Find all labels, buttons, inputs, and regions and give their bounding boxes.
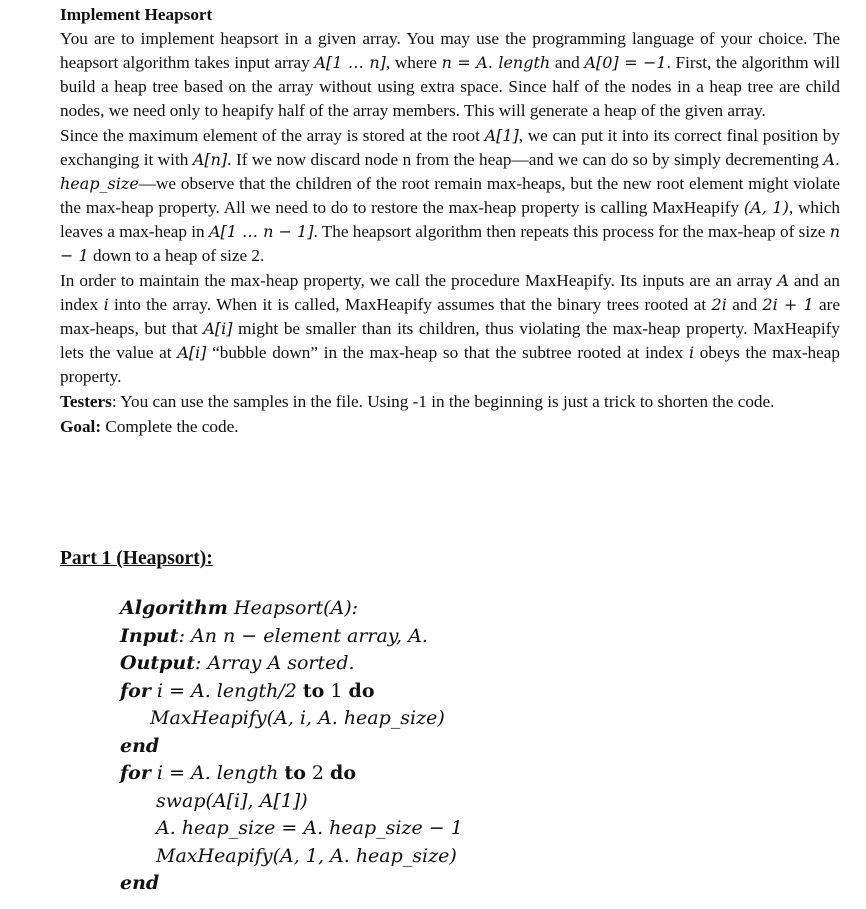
goal-text: Complete the code. xyxy=(101,417,239,436)
text: . If we now discard node n from the heap—and we can do so by simply decrementing xyxy=(227,150,824,169)
keyword: to xyxy=(284,762,306,784)
code-text: : An n − element array, A. xyxy=(178,624,428,647)
algorithm-input xyxy=(120,623,463,651)
math: A[i] xyxy=(177,343,207,362)
code-text: Heapsort(A): xyxy=(227,597,359,619)
keyword: to xyxy=(302,679,325,702)
algorithm-end xyxy=(120,733,463,761)
text-block xyxy=(60,3,840,439)
algorithm-for-build xyxy=(120,678,463,706)
math: 2i + 1 xyxy=(762,295,814,314)
keyword: do xyxy=(330,762,357,784)
text: and an index xyxy=(60,271,840,314)
algorithm-heapify-root: MaxHeapify(A, 1, A. heap_size) xyxy=(156,844,457,867)
math: A[0] = −1 xyxy=(584,53,667,72)
paragraph-maxheapify xyxy=(60,269,840,389)
text: are max-heaps, but that xyxy=(60,295,840,338)
algorithm-output xyxy=(120,650,463,678)
math: A. heap_size xyxy=(60,150,840,193)
text: In order to maintain the max-heap property, we call the procedure MaxHeapify. Its inputs are an array xyxy=(60,271,778,290)
text: and xyxy=(550,53,585,72)
testers-text: : You can use the samples in the file. Using -1 in the beginning is just a trick to shorten the code. xyxy=(111,392,775,411)
code-text: : Array A sorted. xyxy=(195,652,355,674)
text: —we observe that the children of the root remain max-heaps, but the new root element might violate the max-heap property. All we need to do to restore the max-heap property is calling MaxHeapify xyxy=(60,174,840,217)
text: . The heapsort algorithm then repeats this process for the max-heap of size xyxy=(313,222,830,241)
math: n − 1 xyxy=(60,222,840,265)
math: A[i] xyxy=(203,319,233,338)
text: down to a heap of size 2. xyxy=(88,246,265,265)
math: i xyxy=(103,295,109,314)
math: (A, 1) xyxy=(743,198,789,217)
text: obeys the max-heap property. xyxy=(60,343,841,386)
text: Since the maximum element of the array is stored at the root xyxy=(60,126,485,145)
math: i xyxy=(688,343,695,362)
goal-label: Goal: xyxy=(60,417,102,436)
keyword: for xyxy=(120,762,151,784)
keyword: Input xyxy=(120,624,179,647)
text: , which leaves a max-heap in xyxy=(60,198,840,241)
testers-label: Testers xyxy=(60,392,112,411)
text: and xyxy=(726,295,763,314)
paragraph-root-swap xyxy=(60,124,840,268)
keyword: end xyxy=(120,734,160,757)
code-text: i = A. length xyxy=(150,762,285,784)
algorithm-swap: swap(A[i], A[1]) xyxy=(156,789,308,812)
math: A[1] xyxy=(484,126,519,145)
code-text: i = A. length/2 xyxy=(150,679,303,702)
paragraph-testers xyxy=(60,390,840,414)
algorithm-end xyxy=(120,870,463,898)
paragraph-intro xyxy=(60,27,840,123)
document-title: Implement Heapsort xyxy=(60,5,213,24)
keyword: Output xyxy=(120,652,196,674)
math: A[1 … n − 1] xyxy=(208,222,314,241)
algorithm-for-sort xyxy=(120,760,463,788)
math: A xyxy=(777,271,789,290)
text: into the array. When it is called, MaxHeapify assumes that the binary trees rooted at xyxy=(108,295,712,314)
code-text: 1 xyxy=(324,679,349,702)
keyword: Algorithm xyxy=(120,597,228,619)
math: n = A. length xyxy=(441,53,551,72)
algorithm-block xyxy=(120,595,463,898)
text: , we can put it into its correct final position by exchanging it with xyxy=(60,126,840,169)
algorithm-heapify-call: MaxHeapify(A, i, A. heap_size) xyxy=(150,707,445,729)
text: might be smaller than its children, thus violating the max-heap property. MaxHeapify lets the value at xyxy=(60,319,840,362)
code-text: 2 xyxy=(305,762,331,784)
math: A[n] xyxy=(192,150,228,169)
keyword: for xyxy=(120,679,151,702)
part-title: Part 1 (Heapsort): xyxy=(60,548,213,569)
math: A[1 … n] xyxy=(314,53,386,72)
text: . First, the algorithm will build a heap tree based on the array without using extra space. Since half of the nodes in a heap tree are child nodes, we need only to heapify half of the array members. This will generate a heap of the given array. xyxy=(60,53,840,120)
math: 2i xyxy=(711,295,727,314)
algorithm-header xyxy=(120,595,463,623)
text: You are to implement heapsort in a given array. You may use the programming language of your choice. The heapsort algorithm takes input array xyxy=(60,29,840,72)
algorithm-decrement: A. heap_size = A. heap_size − 1 xyxy=(156,817,463,839)
keyword: do xyxy=(348,679,375,702)
text: “bubble down” in the max-heap so that the subtree rooted at index xyxy=(206,343,689,362)
text: , where xyxy=(385,53,442,72)
paragraph-goal xyxy=(60,415,840,439)
keyword: end xyxy=(120,872,160,894)
